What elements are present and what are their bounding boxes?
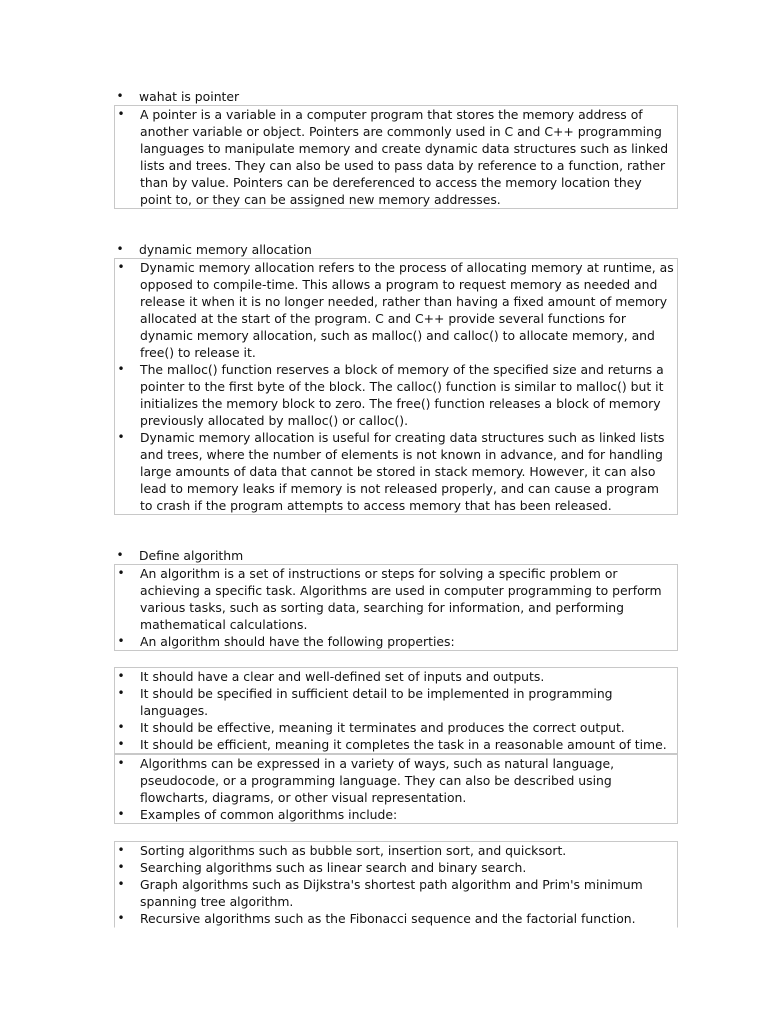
heading-text: wahat is pointer bbox=[139, 89, 240, 104]
content-box bbox=[114, 667, 678, 754]
list-item-text: Sorting algorithms such as bubble sort, insertion sort, and quicksort. bbox=[140, 843, 567, 858]
section-heading bbox=[114, 241, 678, 258]
bullet-icon: • bbox=[117, 566, 125, 580]
list-item-text: An algorithm should have the following properties: bbox=[140, 634, 455, 649]
bullet-icon: • bbox=[117, 686, 125, 700]
bullet-icon: • bbox=[117, 911, 125, 925]
list-item-text: Graph algorithms such as Dijkstra's shortest path algorithm and Prim's minimum spanning tree algorithm. bbox=[140, 877, 643, 909]
bullet-icon: • bbox=[117, 362, 125, 376]
list-item bbox=[115, 106, 677, 208]
examples-section bbox=[114, 841, 678, 928]
list-item bbox=[115, 361, 677, 429]
list-item-text: A pointer is a variable in a computer program that stores the memory address of another variable or object. Pointers are commonly used in C and C++ programming languages to manipulate memory and create dynamic data structures such as linked lists and trees. They can also be used to pass data by reference to a function, rather than by value. Pointers can be dereferenced to access the memory location they point to, or they can be assigned new memory addresses. bbox=[140, 107, 669, 207]
bullet-icon: • bbox=[117, 807, 125, 821]
list-item-text: Algorithms can be expressed in a variety of ways, such as natural language, pseudocode, or a programming language. They can also be described using flowcharts, diagrams, or other visual representation. bbox=[140, 756, 615, 805]
list-item bbox=[115, 755, 677, 806]
bullet-icon: • bbox=[116, 242, 124, 256]
section-algorithm bbox=[114, 547, 678, 651]
bullet-icon: • bbox=[117, 860, 125, 874]
bullet-icon: • bbox=[116, 548, 124, 562]
heading-text: dynamic memory allocation bbox=[139, 242, 312, 257]
bullet-icon: • bbox=[116, 89, 124, 103]
content-box bbox=[114, 564, 678, 651]
section-heading bbox=[114, 88, 678, 105]
bullet-icon: • bbox=[117, 669, 125, 683]
list-item-text: It should be effective, meaning it terminates and produces the correct output. bbox=[140, 720, 625, 735]
expression-section bbox=[114, 754, 678, 824]
content-box bbox=[114, 258, 678, 515]
list-item bbox=[115, 859, 677, 876]
list-item bbox=[115, 842, 677, 859]
list-item bbox=[115, 806, 677, 823]
list-item-text: It should be efficient, meaning it completes the task in a reasonable amount of time. bbox=[140, 737, 667, 752]
list-item bbox=[115, 259, 677, 361]
bullet-icon: • bbox=[117, 107, 125, 121]
section-heading bbox=[114, 547, 678, 564]
bullet-icon: • bbox=[117, 877, 125, 891]
section-pointer bbox=[114, 88, 678, 209]
list-item bbox=[115, 633, 677, 650]
list-item-text: Dynamic memory allocation is useful for creating data structures such as linked lists and trees, where the number of elements is not known in advance, and for handling large amounts of data that cannot be stored in stack memory. However, it can also lead to memory leaks if memory is not released properly, and can cause a program to crash if the program attempts to access memory that has been released. bbox=[140, 430, 665, 513]
bullet-icon: • bbox=[117, 634, 125, 648]
list-item-text: An algorithm is a set of instructions or steps for solving a specific problem or achieving a specific task. Algorithms are used in computer programming to perform various tasks, such as sorting data, searching for information, and performing mathematical calculations. bbox=[140, 566, 662, 632]
list-item-text: Recursive algorithms such as the Fibonacci sequence and the factorial function. bbox=[140, 911, 636, 926]
list-item bbox=[115, 685, 677, 719]
bullet-icon: • bbox=[117, 430, 125, 444]
list-item-text: The malloc() function reserves a block of memory of the specified size and returns a pointer to the first byte of the block. The calloc() function is similar to malloc() but it initializes the memory block to zero. The free() function releases a block of memory previously allocated by malloc() or calloc(). bbox=[140, 362, 664, 428]
content-box bbox=[114, 754, 678, 824]
bullet-icon: • bbox=[117, 260, 125, 274]
bullet-icon: • bbox=[117, 720, 125, 734]
list-item bbox=[115, 910, 677, 927]
list-item-text: Examples of common algorithms include: bbox=[140, 807, 398, 822]
properties-section bbox=[114, 667, 678, 754]
list-item bbox=[115, 719, 677, 736]
list-item bbox=[115, 736, 677, 753]
heading-text: Define algorithm bbox=[139, 548, 244, 563]
list-item bbox=[115, 876, 677, 910]
list-item bbox=[115, 429, 677, 514]
list-item-text: Dynamic memory allocation refers to the process of allocating memory at runtime, as opposed to compile-time. This allows a program to request memory as needed and release it when it is no longer needed, rather than having a fixed amount of memory allocated at the start of the program. C and C++ provide several functions for dynamic memory allocation, such as malloc() and calloc() to allocate memory, and free() to release it. bbox=[140, 260, 674, 360]
list-item bbox=[115, 668, 677, 685]
content-box bbox=[114, 841, 678, 928]
bullet-icon: • bbox=[117, 737, 125, 751]
bullet-icon: • bbox=[117, 843, 125, 857]
section-dynamic-memory bbox=[114, 241, 678, 515]
list-item-text: It should be specified in sufficient detail to be implemented in programming languages. bbox=[140, 686, 613, 718]
list-item bbox=[115, 565, 677, 633]
list-item-text: It should have a clear and well-defined set of inputs and outputs. bbox=[140, 669, 545, 684]
content-box bbox=[114, 105, 678, 209]
list-item-text: Searching algorithms such as linear search and binary search. bbox=[140, 860, 527, 875]
bullet-icon: • bbox=[117, 756, 125, 770]
